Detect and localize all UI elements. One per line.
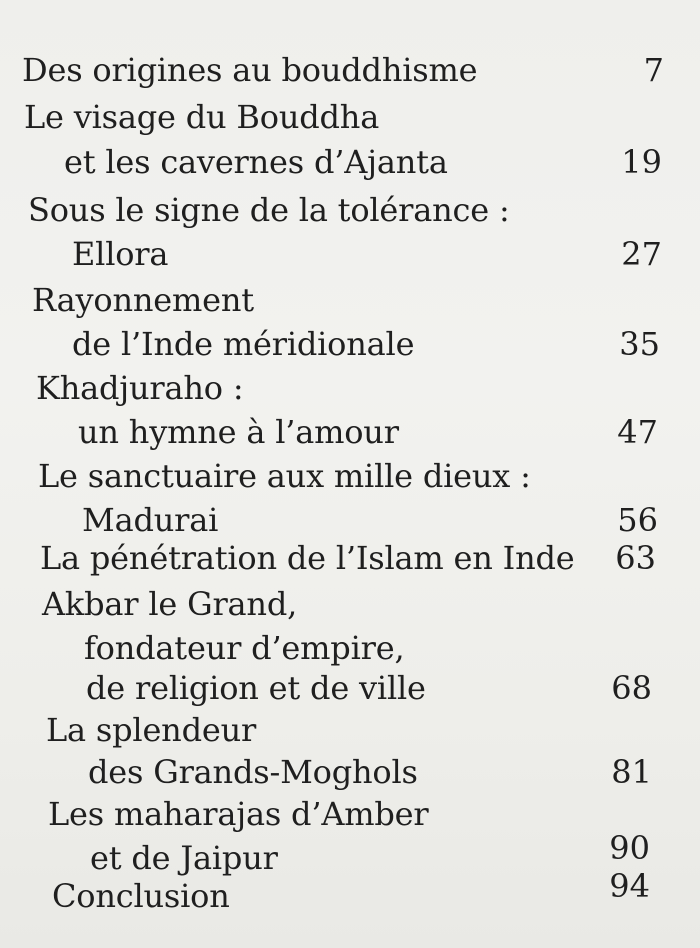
toc-entry-title: Le visage du Bouddha <box>24 98 380 136</box>
toc-entry-subtitle: de l’Inde méridionale <box>72 325 415 363</box>
toc-entry-subtitle: un hymne à l’amour <box>78 413 399 451</box>
toc-entry-subtitle: des Grands-Moghols <box>88 753 418 791</box>
toc-entry-title: La splendeur <box>46 711 257 749</box>
toc-entry-subtitle: fondateur d’empire, <box>84 629 405 667</box>
toc-page-number: 7 <box>643 51 664 89</box>
toc-page-number: 19 <box>621 143 662 181</box>
toc-entry-title: La pénétration de l’Islam en Inde <box>40 539 575 577</box>
toc-entry-subtitle: et de Jaipur <box>90 839 278 877</box>
toc-page-number: 94 <box>609 867 650 905</box>
toc-page-number: 63 <box>615 539 656 577</box>
toc-page-number: 47 <box>617 413 658 451</box>
toc-entry-title: Conclusion <box>52 877 230 915</box>
toc-entry-title: Les maharajas d’Amber <box>48 795 429 833</box>
toc-entry-subtitle: de religion et de ville <box>86 669 426 707</box>
toc-page-number: 56 <box>617 501 658 539</box>
toc-entry-subtitle: Madurai <box>82 501 219 539</box>
toc-entry-title: Des origines au bouddhisme <box>22 51 478 89</box>
toc-page-number: 90 <box>609 829 650 867</box>
toc-entry-title: Le sanctuaire aux mille dieux : <box>38 457 531 495</box>
toc-page-number: 81 <box>611 753 652 791</box>
toc-entry-subtitle: et les cavernes d’Ajanta <box>64 143 448 181</box>
toc-entry-title: Sous le signe de la tolérance : <box>28 191 510 229</box>
toc-entry-subtitle: Ellora <box>72 235 169 273</box>
toc-page-number: 35 <box>619 325 660 363</box>
toc-entry-title: Rayonnement <box>32 281 254 319</box>
toc-entry-title: Khadjuraho : <box>36 369 244 407</box>
toc-page-number: 68 <box>611 669 652 707</box>
toc-page-number: 27 <box>621 235 662 273</box>
toc-entry-title: Akbar le Grand, <box>42 585 298 623</box>
